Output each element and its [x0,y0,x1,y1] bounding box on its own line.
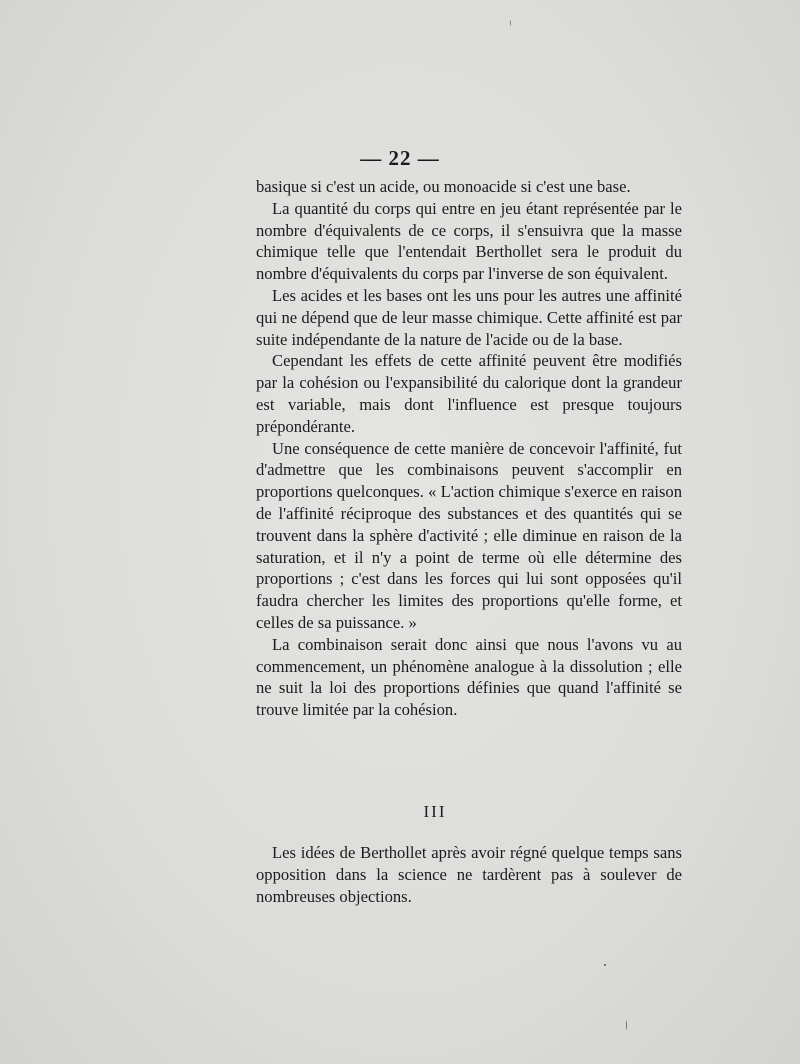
paragraph: La quantité du corps qui entre en jeu étant représentée par le nombre d'équivalents de ce corps, il s'ensuivra que la masse chimique telle que l'entendait Berthollet sera le produit du nombre d'équivalents du corps par l'inverse de son équivalent. [256,198,682,284]
paper-speck [626,1020,627,1030]
body-text [256,176,682,721]
paper-speck [604,964,606,966]
paragraph: Les idées de Berthollet après avoir régné quelque temps sans opposition dans la science ne tardèrent pas à soulever de nombreuses objections. [256,843,682,906]
page-number: — 22 — [360,146,440,170]
paragraph: Les acides et les bases ont les uns pour les autres une affinité qui ne dépend que de leur masse chimique. Cette affinité est par suite indépendante de la nature de l'acide ou de la base. [256,285,682,349]
paragraph: Une conséquence de cette manière de concevoir l'affinité, fut d'admettre que les combinaisons peuvent s'accomplir en proportions quelconques. « L'action chimique s'exerce en raison de l'affinité réciproque des substances et des quantités qui se trouvent dans la sphère d'activité ; elle diminue en raison de la saturation, et il n'y a point de terme où elle détermine des proportions ; c'est dans les forces qui lui sont opposées qu'il faudra chercher les limites des proportions qu'elle forme, et celles de sa puissance. » [256,438,682,632]
section-heading: III [423,802,447,821]
paragraph: basique si c'est un acide, ou monoacide si c'est une base. [256,177,631,196]
paper-speck [510,20,511,26]
paragraph: Cependant les effets de cette affinité peuvent être modifiés par la cohésion ou l'expansibilité du calorique dont la grandeur est variable, mais dont l'influence est presque toujours prépondérante. [256,351,682,436]
paragraph: La combinaison serait donc ainsi que nous l'avons vu au commencement, un phénomène analogue à la dissolution ; elle ne suit la loi des proportions définies que quand l'affinité se trouve limitée par la cohésion. [256,634,682,720]
section-body-text [256,842,682,907]
